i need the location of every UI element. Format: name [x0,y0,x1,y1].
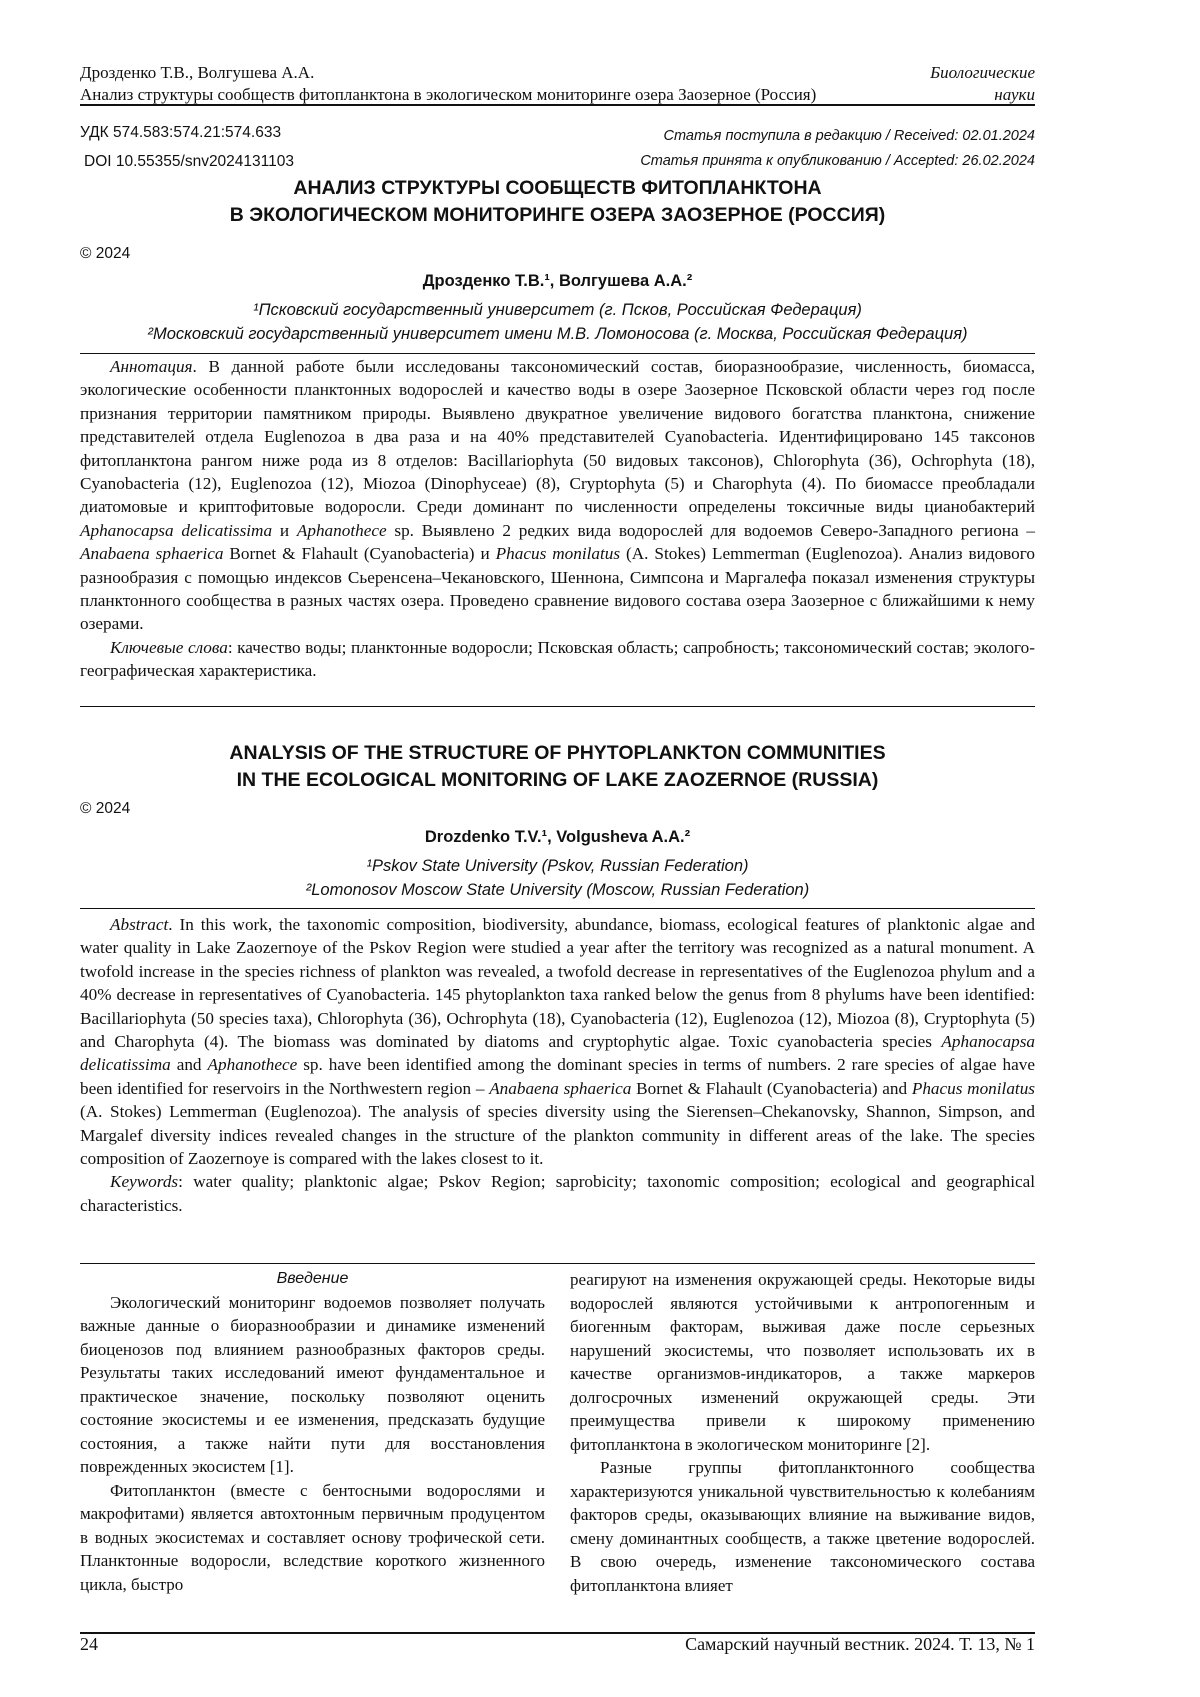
running-header-section [930,62,1035,106]
en-abstract-label: Abstract [110,915,168,934]
en-affiliations [80,854,1035,902]
ru-species-3: Anabaena sphaerica [80,544,223,563]
en-affiliation-2: ²Lomonosov Moscow State University (Moscow, Russian Federation) [80,878,1035,902]
ru-affiliation-2: ²Московский государственный университет имени М.В. Ломоносова (г. Москва, Российская Федерация) [80,322,1035,346]
intro-left-paragraph-1: Экологический мониторинг водоемов позволяет получать важные данные о биоразнообразии и динамике изменений биоценозов под влиянием разнообразных факторов среды. Результаты таких исследований имеют фундаментальное и практическое значение, поскольку позволяют оценить состояние экосистемы и ее изменения, предсказать будущие состояния, а также найти пути для восстановления поврежденных экосистем [1]. [80,1291,545,1479]
ru-species-1: Aphanocapsa delicatissima [80,521,272,540]
en-affiliation-1: ¹Pskov State University (Pskov, Russian Federation) [80,854,1035,878]
ru-affiliations [80,298,1035,346]
ru-title-line1: АНАЛИЗ СТРУКТУРЫ СООБЩЕСТВ ФИТОПЛАНКТОНА [80,175,1035,202]
ru-abstract-text-1: . В данной работе были исследованы таксономический состав, биоразнообразие, численность, биомасса, экологические особенности планктонных водорослей и качество воды в озере Заозерное Псковской области через год после признания территории памятником природы. Выявлено двукратное увеличение видового богатства планктона, снижение представителей отдела Euglenozoa в два раза и на 40% представителей Cyanobacteria. Идентифицировано 145 таксонов фитопланктона рангом ниже рода из 8 отделов: Bacillariophyta (50 видовых таксонов), Chlorophyta (36), Ochrophyta (18), Cyanobacteria (12), Euglenozoa (12), Miozoa (Dinophyceae) (8), Cryptophyta (5) и Charophyta (4). По биомассе преобладали диатомовые и криптофитовые водоросли. Среди доминант по численности определены токсичные виды цианобактерий [80,357,1035,516]
en-copyright: © 2024 [80,800,130,818]
en-abstract [80,913,1035,1217]
udk-code: УДК 574.583:574.21:574.633 [80,124,281,142]
ru-authors: Дрозденко Т.В.¹, Волгушева А.А.² [80,272,1035,291]
intro-right-paragraph-2: Разные группы фитопланктонного сообщества характеризуются уникальной чувствительностью к колебаниям факторов среды, оказывающих влияние на выживание видов, смену доминантных сообществ, а также цветение водорослей. В свою очередь, изменение таксономического состава фитопланктона влияет [570,1456,1035,1597]
ru-keywords-text: : качество воды; планктонные водоросли; Псковская область; сапробность; таксономический состав; эколого-географическая характеристика. [80,638,1035,680]
en-abstract-text-3: sp. have been identified among the dominant species in terms of numbers. 2 rare species of algae have been identified for reservoirs in the Northwestern region – [80,1055,1035,1097]
en-species-2: Aphanothece [208,1055,298,1074]
ru-abstract-text-5: (A. Stokes) Lemmerman (Euglenozoa). Анализ видового разнообразия с помощью индексов Сьеренсена–Чекановского, Шеннона, Симпсона и Маргалефа показал изменения структуры планктонного сообщества в разных частях озера. Проведено сравнение видового состава озера Заозерное с ближайшими к нему озерами. [80,544,1035,633]
page-number: 24 [80,1634,98,1655]
intro-left-paragraph-2: Фитопланктон (вместе с бентосными водорослями и макрофитами) является автохтонным первичным продуцентом в водных экосистемах и составляет основу трофической сети. Планктонные водоросли, вследствие короткого жизненного цикла, быстро [80,1479,545,1597]
ru-affiliation-1: ¹Псковский государственный университет (г. Псков, Российская Федерация) [80,298,1035,322]
ru-abstract-top-rule [80,353,1035,354]
header-article-title: Анализ структуры сообществ фитопланктона в экологическом мониторинге озера Заозерное (Россия) [80,84,920,106]
ru-keywords [80,636,1035,683]
journal-citation: Самарский научный вестник. 2024. Т. 13, № 1 [685,1634,1035,1655]
ru-abstract-bottom-rule [80,706,1035,707]
en-abstract-text-2: and [171,1055,208,1074]
intro-left-column [80,1267,545,1596]
ru-abstract-label: Аннотация [110,357,193,376]
ru-abstract-text-3: sp. Выявлено 2 редких вида водорослей для водоемов Северо-Западного региона – [387,521,1035,540]
en-abstract-top-rule [80,908,1035,909]
header-section-line1: Биологические [930,62,1035,84]
en-title-line1: ANALYSIS OF THE STRUCTURE OF PHYTOPLANKTON COMMUNITIES [80,740,1035,767]
header-rule [80,104,1035,106]
en-abstract-text-4: Bornet & Flahault (Cyanobacteria) and [631,1079,911,1098]
en-title-line2: IN THE ECOLOGICAL MONITORING OF LAKE ZAOZERNOE (RUSSIA) [80,767,1035,794]
ru-title [80,175,1035,229]
en-species-1: Aphanocapsa delicatissima [80,1032,1035,1074]
ru-species-2: Aphanothece [297,521,387,540]
en-title [80,740,1035,794]
ru-keywords-label: Ключевые слова [110,638,228,657]
en-species-3: Anabaena sphaerica [489,1079,631,1098]
en-keywords-text: : water quality; planktonic algae; Pskov Region; saprobicity; taxonomic composition; ecological and geographical characteristics. [80,1172,1035,1214]
intro-right-column [570,1268,1035,1597]
en-keywords [80,1170,1035,1217]
running-header-left [80,62,920,106]
intro-right-paragraph-1: реагируют на изменения окружающей среды. Некоторые виды водорослей являются устойчивыми к антропогенным и биогенным факторам, выживая даже после серьезных нарушений экосистемы, что позволяет использовать их в качестве организмов-индикаторов, а также маркеров долгосрочных изменений окружающей среды. Эти преимущества привели к широкому применению фитопланктона в экологическом мониторинге [2]. [570,1268,1035,1456]
header-section-line2: науки [930,84,1035,106]
ru-title-line2: В ЭКОЛОГИЧЕСКОМ МОНИТОРИНГЕ ОЗЕРА ЗАОЗЕРНОЕ (РОССИЯ) [80,202,1035,229]
en-abstract-text-5: (A. Stokes) Lemmerman (Euglenozoa). The analysis of species diversity using the Sierensen–Chekanovsky, Shannon, Simpson, and Margalef diversity indices revealed changes in the structure of the plankton community in different areas of the lake. The species composition of Zaozernoye is compared with the lakes closest to it. [80,1102,1035,1168]
en-keywords-label: Keywords [110,1172,178,1191]
en-abstract-text-1: . In this work, the taxonomic composition, biodiversity, abundance, biomass, ecological features of planktonic algae and water quality in Lake Zaozernoye of the Pskov Region were studied a year after the territory was recognized as a natural monument. A twofold increase in the species richness of plankton was revealed, a twofold decrease in representatives of the Euglenozoa phylum and a 40% decrease in representatives of Cyanobacteria. 145 phytoplankton taxa ranked below the genus from 8 phylums have been identified: Bacillariophyta (50 species taxa), Chlorophyta (36), Ochrophyta (18), Cyanobacteria (12), Euglenozoa (12), Miozoa (8), Cryptophyta (5) and Charophyta (4). The biomass was dominated by diatoms and cryptophytic algae. Toxic cyanobacteria species [80,915,1035,1051]
ru-abstract-text-4: Bornet & Flahault (Cyanobacteria) и [223,544,495,563]
intro-heading: Введение [80,1267,545,1291]
header-authors: Дрозденко Т.В., Волгушева А.А. [80,62,920,84]
ru-abstract-text-2: и [272,521,297,540]
doi-link[interactable]: DOI 10.55355/snv2024131103 [84,153,294,171]
received-date: Статья поступила в редакцию / Received: 02.01.2024 [664,128,1035,144]
en-authors: Drozdenko T.V.¹, Volgusheva A.A.² [80,828,1035,847]
ru-copyright: © 2024 [80,245,130,263]
ru-species-4: Phacus monilatus [496,544,620,563]
en-abstract-paragraph [80,913,1035,1170]
accepted-date: Статья принята к опубликованию / Accepted: 26.02.2024 [640,153,1035,169]
en-abstract-bottom-rule [80,1263,1035,1264]
ru-abstract-paragraph [80,355,1035,636]
en-species-4: Phacus monilatus [912,1079,1035,1098]
ru-abstract [80,355,1035,683]
